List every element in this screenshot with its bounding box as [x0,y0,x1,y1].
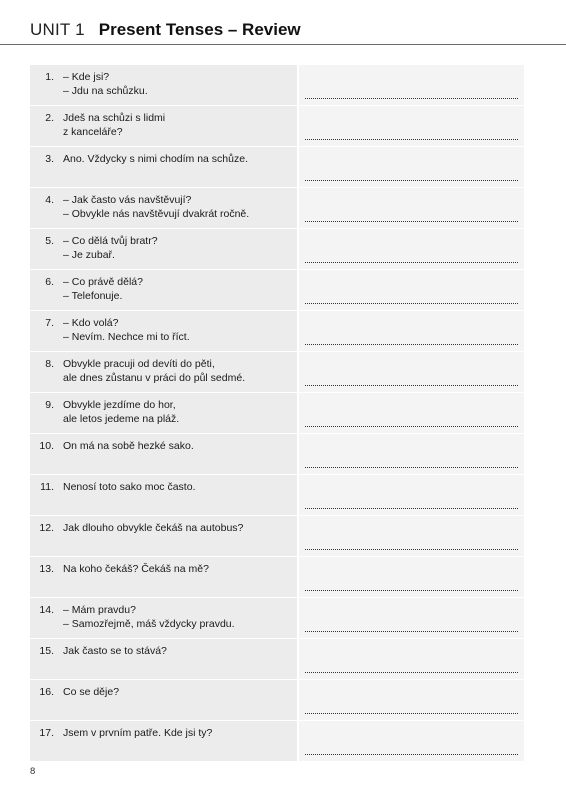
exercise-number: 7. [45,317,54,329]
sentence-line: – Mám pravdu? [63,604,136,616]
exercise-row [30,106,524,146]
answer-dotted-line[interactable] [305,590,518,591]
answer-dotted-line[interactable] [305,262,518,263]
sentence-line: Obvykle jezdíme do hor, [63,399,176,411]
exercise-sentence-cell [30,434,297,474]
exercise-sentence-cell [30,393,297,433]
sentence-line: Na koho čekáš? Čekáš na mě? [63,563,209,575]
exercise-number: 17. [39,727,54,739]
answer-cell[interactable] [299,516,524,556]
sentence-line: – Kde jsi? [63,71,110,83]
exercise-table [30,65,524,762]
page-header [30,20,566,44]
sentence-line: Jdeš na schůzi s lidmi [63,112,166,124]
exercise-row [30,147,524,187]
exercise-number: 2. [45,112,54,124]
exercise-sentence [63,480,195,515]
exercise-number: 14. [39,604,54,616]
sentence-line: z kanceláře? [63,126,123,138]
sentence-line: Jsem v prvním patře. Kde jsi ty? [63,727,213,739]
answer-cell[interactable] [299,270,524,310]
exercise-number: 11. [40,481,54,493]
exercise-sentence-cell [30,311,297,351]
exercise-number: 1. [45,71,54,83]
sentence-line: Jak často se to stává? [63,645,167,657]
exercise-row [30,188,524,228]
page-number: 8 [30,766,36,777]
answer-dotted-line[interactable] [305,98,518,99]
exercise-sentence-cell [30,270,297,310]
answer-cell[interactable] [299,147,524,187]
exercise-sentence [63,152,248,187]
answer-cell[interactable] [299,229,524,269]
sentence-line: – Obvykle nás navštěvují dvakrát ročně. [63,208,250,220]
exercise-sentence-cell [30,65,297,105]
header-divider [0,44,566,45]
exercise-number: 15. [39,645,54,657]
exercise-row [30,598,524,638]
exercise-number: 10. [39,440,54,452]
answer-cell[interactable] [299,65,524,105]
answer-cell[interactable] [299,639,524,679]
exercise-row [30,352,524,392]
sentence-line: Obvykle pracuji od devíti do pěti, [63,358,215,370]
answer-dotted-line[interactable] [305,713,518,714]
sentence-line: – Kdo volá? [63,317,119,329]
exercise-row [30,311,524,351]
exercise-sentence [63,234,158,269]
answer-cell[interactable] [299,311,524,351]
sentence-line: ale dnes zůstanu v práci do půl sedmé. [63,372,246,384]
exercise-sentence-cell [30,188,297,228]
answer-dotted-line[interactable] [305,303,518,304]
exercise-row [30,639,524,679]
exercise-number: 8. [45,358,54,370]
exercise-sentence [63,644,167,679]
exercise-sentence [63,562,209,597]
exercise-sentence-cell [30,721,297,761]
exercise-sentence [63,275,143,310]
sentence-line: – Je zubař. [63,249,115,261]
sentence-line: – Jak často vás navštěvují? [63,194,192,206]
exercise-row [30,721,524,761]
answer-cell[interactable] [299,680,524,720]
unit-label: UNIT 1 [30,20,85,39]
exercise-sentence-cell [30,475,297,515]
exercise-row [30,65,524,105]
exercise-row [30,270,524,310]
exercise-row [30,516,524,556]
answer-cell[interactable] [299,352,524,392]
exercise-sentence-cell [30,639,297,679]
answer-dotted-line[interactable] [305,508,518,509]
sentence-line: – Co dělá tvůj bratr? [63,235,158,247]
sentence-line: – Nevím. Nechce mi to říct. [63,331,190,343]
exercise-number: 16. [39,686,54,698]
answer-cell[interactable] [299,188,524,228]
exercise-row [30,229,524,269]
exercise-sentence-cell [30,680,297,720]
exercise-number: 4. [45,194,54,206]
exercise-sentence-cell [30,147,297,187]
answer-cell[interactable] [299,434,524,474]
answer-dotted-line[interactable] [305,426,518,427]
exercise-sentence [63,357,245,392]
exercise-sentence-cell [30,557,297,597]
exercise-number: 13. [39,563,54,575]
exercise-sentence [63,193,249,228]
sentence-line: ale letos jedeme na pláž. [63,413,180,425]
page-title: Present Tenses – Review [98,20,301,39]
answer-dotted-line[interactable] [305,672,518,673]
sentence-line: Ano. Vždycky s nimi chodím na schůze. [63,153,248,165]
exercise-sentence [63,70,148,105]
exercise-sentence [63,111,165,146]
exercise-sentence [63,726,212,761]
exercise-sentence-cell [30,516,297,556]
sentence-line: – Jdu na schůzku. [63,85,148,97]
sentence-line: Co se děje? [63,686,120,698]
answer-dotted-line[interactable] [305,344,518,345]
exercise-row [30,475,524,515]
exercise-sentence [63,603,235,638]
exercise-row [30,434,524,474]
answer-cell[interactable] [299,475,524,515]
answer-dotted-line[interactable] [305,180,518,181]
answer-dotted-line[interactable] [305,549,518,550]
sentence-line: On má na sobě hezké sako. [63,440,194,452]
answer-dotted-line[interactable] [305,631,518,632]
exercise-sentence [63,398,179,433]
exercise-sentence-cell [30,598,297,638]
exercise-number: 9. [45,399,54,411]
answer-dotted-line[interactable] [305,754,518,755]
answer-cell[interactable] [299,721,524,761]
answer-dotted-line[interactable] [305,221,518,222]
answer-dotted-line[interactable] [305,139,518,140]
answer-cell[interactable] [299,106,524,146]
answer-cell[interactable] [299,557,524,597]
exercise-sentence-cell [30,106,297,146]
sentence-line: – Samozřejmě, máš vždycky pravdu. [63,618,235,630]
exercise-row [30,393,524,433]
sentence-line: Jak dlouho obvykle čekáš na autobus? [63,522,244,534]
exercise-sentence [63,439,194,474]
exercise-sentence [63,685,119,720]
exercise-sentence [63,521,243,556]
exercise-row [30,557,524,597]
answer-cell[interactable] [299,598,524,638]
exercise-sentence-cell [30,352,297,392]
answer-dotted-line[interactable] [305,467,518,468]
sentence-line: Nenosí toto sako moc často. [63,481,196,493]
exercise-number: 12. [39,522,54,534]
answer-cell[interactable] [299,393,524,433]
exercise-number: 3. [45,153,54,165]
exercise-sentence-cell [30,229,297,269]
answer-dotted-line[interactable] [305,385,518,386]
exercise-sentence [63,316,190,351]
sentence-line: – Co právě dělá? [63,276,143,288]
sentence-line: – Telefonuje. [63,290,123,302]
exercise-number: 5. [45,235,54,247]
exercise-number: 6. [45,276,54,288]
exercise-row [30,680,524,720]
